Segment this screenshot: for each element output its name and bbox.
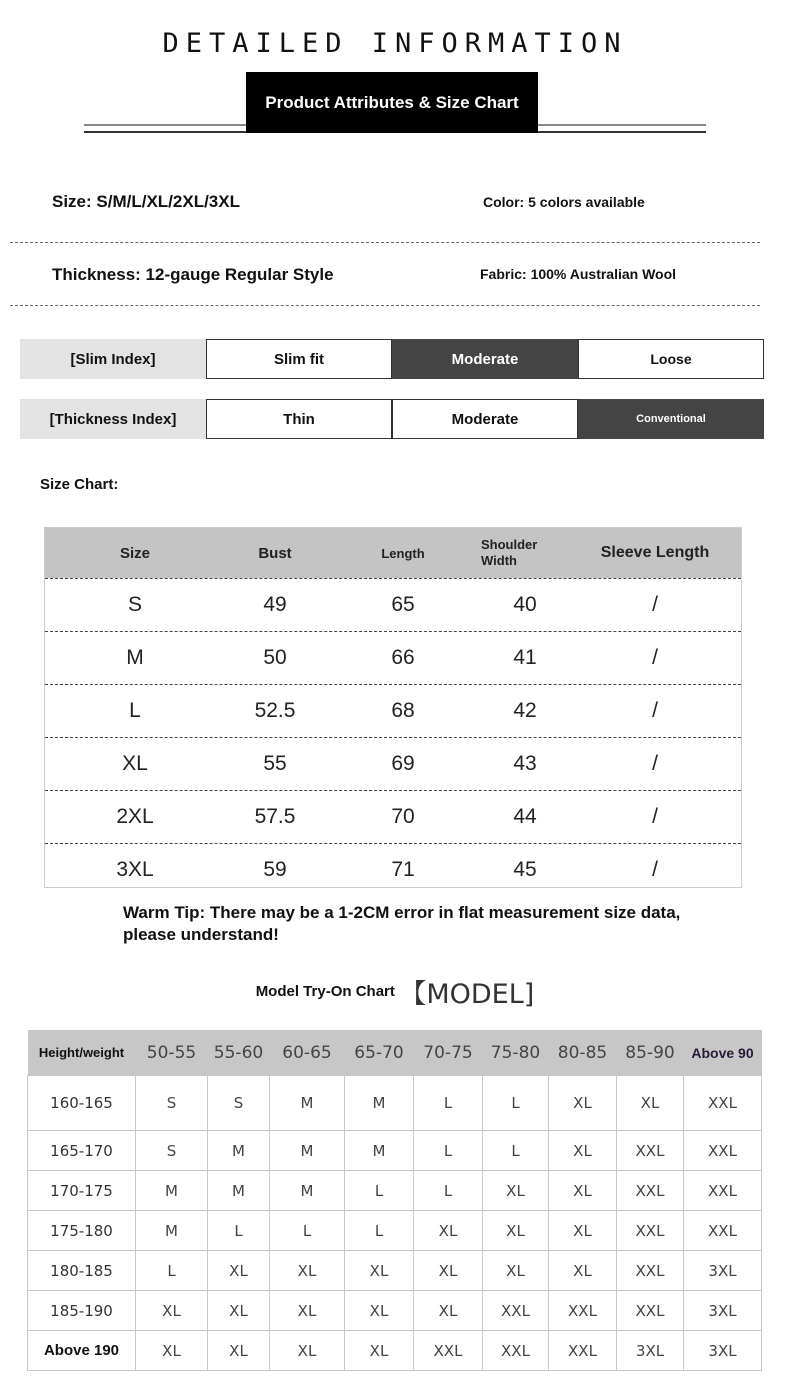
header-size: Size xyxy=(119,544,150,562)
cell-length: 65 xyxy=(391,593,415,616)
size-cell: 3XL xyxy=(684,1251,762,1291)
cell-sleeve-length: / xyxy=(652,593,658,616)
model-chart-row xyxy=(28,1171,762,1211)
size-cell: M xyxy=(345,1131,414,1171)
size-cell: XL xyxy=(208,1331,270,1371)
size-cell: XL xyxy=(345,1331,414,1371)
size-cell: M xyxy=(270,1171,345,1211)
header-bust: Bust xyxy=(258,544,292,562)
fabric-attribute: Fabric: 100% Australian Wool xyxy=(480,266,677,282)
size-cell: XL xyxy=(549,1131,617,1171)
size-cell: XL xyxy=(617,1076,684,1131)
header-weight-range: 60-65 xyxy=(270,1030,345,1076)
cell-size: S xyxy=(127,593,142,616)
header-weight-range: 65-70 xyxy=(345,1030,414,1076)
size-cell: XL xyxy=(136,1331,208,1371)
size-cell: L xyxy=(414,1171,483,1211)
size-cell: L xyxy=(345,1211,414,1251)
size-chart-row xyxy=(45,684,741,737)
cell-shoulder-width: 45 xyxy=(513,858,537,881)
warm-tip: Warm Tip: There may be a 1-2CM error in flat measurement size data, please understand! xyxy=(123,903,681,944)
size-cell: S xyxy=(136,1076,208,1131)
model-chart-row xyxy=(28,1251,762,1291)
size-cell: M xyxy=(345,1076,414,1131)
cell-shoulder-width: 44 xyxy=(513,805,537,828)
size-cell: M xyxy=(208,1171,270,1211)
size-cell: XXL xyxy=(617,1171,684,1211)
model-chart-row xyxy=(28,1211,762,1251)
model-chart-row xyxy=(28,1291,762,1331)
cell-shoulder-width: 43 xyxy=(513,752,537,775)
cell-length: 71 xyxy=(391,858,415,881)
model-chart-tag: 【MODEL] xyxy=(399,979,535,1010)
cell-bust: 55 xyxy=(263,752,287,775)
header-weight-range: 75-80 xyxy=(483,1030,549,1076)
header-length: Length xyxy=(381,545,425,561)
size-cell: XL xyxy=(483,1251,549,1291)
size-chart-row xyxy=(45,578,741,631)
header-height-weight: Height/weight xyxy=(28,1030,136,1076)
size-cell: XXL xyxy=(617,1251,684,1291)
header-sleeve-length: Sleeve Length xyxy=(600,544,710,561)
height-range-cell: 165-170 xyxy=(28,1131,136,1171)
size-cell: M xyxy=(208,1131,270,1171)
cell-size: L xyxy=(129,699,141,722)
thickness-index-option-moderate: Moderate xyxy=(392,399,578,439)
size-cell: XL xyxy=(549,1076,617,1131)
slim-index-row xyxy=(20,339,764,379)
header-weight-range: 70-75 xyxy=(414,1030,483,1076)
divider xyxy=(10,305,760,306)
cell-shoulder-width: 42 xyxy=(513,699,537,722)
height-range-cell: 160-165 xyxy=(28,1076,136,1131)
size-cell: XL xyxy=(208,1251,270,1291)
thickness-index-option-thin: Thin xyxy=(206,399,392,439)
size-cell: L xyxy=(414,1076,483,1131)
size-cell: L xyxy=(483,1076,549,1131)
size-cell: XL xyxy=(345,1251,414,1291)
model-chart-row xyxy=(28,1076,762,1131)
size-cell: XL xyxy=(270,1291,345,1331)
size-chart-row xyxy=(45,790,741,843)
size-cell: L xyxy=(136,1251,208,1291)
divider xyxy=(10,242,760,243)
thickness-index-row xyxy=(20,399,764,439)
size-chart-header xyxy=(45,528,741,578)
size-cell: XXL xyxy=(684,1076,762,1131)
size-cell: S xyxy=(136,1131,208,1171)
cell-size: 3XL xyxy=(116,858,154,881)
cell-bust: 50 xyxy=(263,646,287,669)
height-range-cell: 185-190 xyxy=(28,1291,136,1331)
model-chart-title xyxy=(0,972,790,1011)
cell-shoulder-width: 40 xyxy=(513,593,537,616)
header-weight-range: 55-60 xyxy=(208,1030,270,1076)
size-cell: XXL xyxy=(549,1331,617,1371)
size-cell: XXL xyxy=(684,1131,762,1171)
size-cell: L xyxy=(345,1171,414,1211)
size-cell: M xyxy=(270,1076,345,1131)
header-weight-range: 85-90 xyxy=(617,1030,684,1076)
size-cell: XL xyxy=(414,1251,483,1291)
cell-sleeve-length: / xyxy=(652,752,658,775)
header-weight-range: Above 90 xyxy=(684,1030,762,1076)
size-cell: L xyxy=(208,1211,270,1251)
size-cell: XXL xyxy=(414,1331,483,1371)
size-cell: XL xyxy=(549,1171,617,1211)
height-range-cell: 175-180 xyxy=(28,1211,136,1251)
size-cell: XL xyxy=(270,1251,345,1291)
size-cell: XL xyxy=(483,1171,549,1211)
size-cell: XXL xyxy=(483,1331,549,1371)
size-cell: XXL xyxy=(617,1291,684,1331)
model-try-on-table xyxy=(27,1030,762,1371)
slim-index-option-moderate: Moderate xyxy=(392,339,578,379)
cell-length: 66 xyxy=(391,646,415,669)
cell-sleeve-length: / xyxy=(652,858,658,881)
size-chart-row xyxy=(45,843,741,896)
model-chart-row xyxy=(28,1331,762,1371)
header-weight-range: 80-85 xyxy=(549,1030,617,1076)
size-cell: XL xyxy=(549,1211,617,1251)
size-cell: 3XL xyxy=(684,1291,762,1331)
cell-length: 70 xyxy=(391,805,415,828)
size-cell: XXL xyxy=(684,1211,762,1251)
size-chart-label: Size Chart: xyxy=(40,476,119,493)
size-cell: XL xyxy=(414,1291,483,1331)
cell-size: 2XL xyxy=(116,805,154,828)
size-cell: S xyxy=(208,1076,270,1131)
size-attribute: Size: S/M/L/XL/2XL/3XL xyxy=(52,192,240,211)
size-cell: XL xyxy=(414,1211,483,1251)
size-cell: L xyxy=(483,1131,549,1171)
cell-bust: 57.5 xyxy=(254,805,296,828)
cell-bust: 52.5 xyxy=(254,699,296,722)
cell-sleeve-length: / xyxy=(652,646,658,669)
model-chart-row xyxy=(28,1131,762,1171)
size-cell: XXL xyxy=(549,1291,617,1331)
header-weight-range: 50-55 xyxy=(136,1030,208,1076)
size-cell: XL xyxy=(549,1251,617,1291)
color-attribute: Color: 5 colors available xyxy=(483,194,645,210)
size-cell: 3XL xyxy=(617,1331,684,1371)
size-chart-row xyxy=(45,737,741,790)
size-cell: XL xyxy=(136,1291,208,1331)
slim-index-label: [Slim Index] xyxy=(20,339,206,379)
thickness-attribute: Thickness: 12-gauge Regular Style xyxy=(52,265,334,284)
height-range-cell: 180-185 xyxy=(28,1251,136,1291)
size-cell: XL xyxy=(208,1291,270,1331)
size-cell: L xyxy=(270,1211,345,1251)
header-shoulder-width: Shoulder Width xyxy=(481,537,538,568)
page-title: DETAILED INFORMATION xyxy=(162,28,628,59)
size-cell: XXL xyxy=(684,1171,762,1211)
size-cell: XXL xyxy=(483,1291,549,1331)
slim-index-option-loose: Loose xyxy=(578,339,764,379)
size-cell: XL xyxy=(483,1211,549,1251)
cell-size: M xyxy=(126,646,144,669)
size-cell: M xyxy=(136,1171,208,1211)
height-range-cell: Above 190 xyxy=(28,1331,136,1371)
cell-bust: 49 xyxy=(263,593,287,616)
cell-bust: 59 xyxy=(263,858,287,881)
size-chart-row xyxy=(45,631,741,684)
thickness-index-label: [Thickness Index] xyxy=(20,399,206,439)
size-cell: M xyxy=(270,1131,345,1171)
cell-sleeve-length: / xyxy=(652,805,658,828)
cell-sleeve-length: / xyxy=(652,699,658,722)
cell-shoulder-width: 41 xyxy=(513,646,537,669)
model-chart-title-text: Model Try-On Chart xyxy=(255,983,395,1000)
size-cell: M xyxy=(136,1211,208,1251)
size-cell: XXL xyxy=(617,1211,684,1251)
thickness-index-option-conventional: Conventional xyxy=(578,399,764,439)
size-cell: XL xyxy=(270,1331,345,1371)
size-cell: XXL xyxy=(617,1131,684,1171)
size-cell: XL xyxy=(345,1291,414,1331)
cell-size: XL xyxy=(122,752,148,775)
size-cell: L xyxy=(414,1131,483,1171)
cell-length: 68 xyxy=(391,699,415,722)
cell-length: 69 xyxy=(391,752,415,775)
slim-index-option-slim-fit: Slim fit xyxy=(206,339,392,379)
section-banner: Product Attributes & Size Chart xyxy=(246,72,538,133)
size-chart-table xyxy=(44,527,742,888)
size-cell: 3XL xyxy=(684,1331,762,1371)
height-range-cell: 170-175 xyxy=(28,1171,136,1211)
